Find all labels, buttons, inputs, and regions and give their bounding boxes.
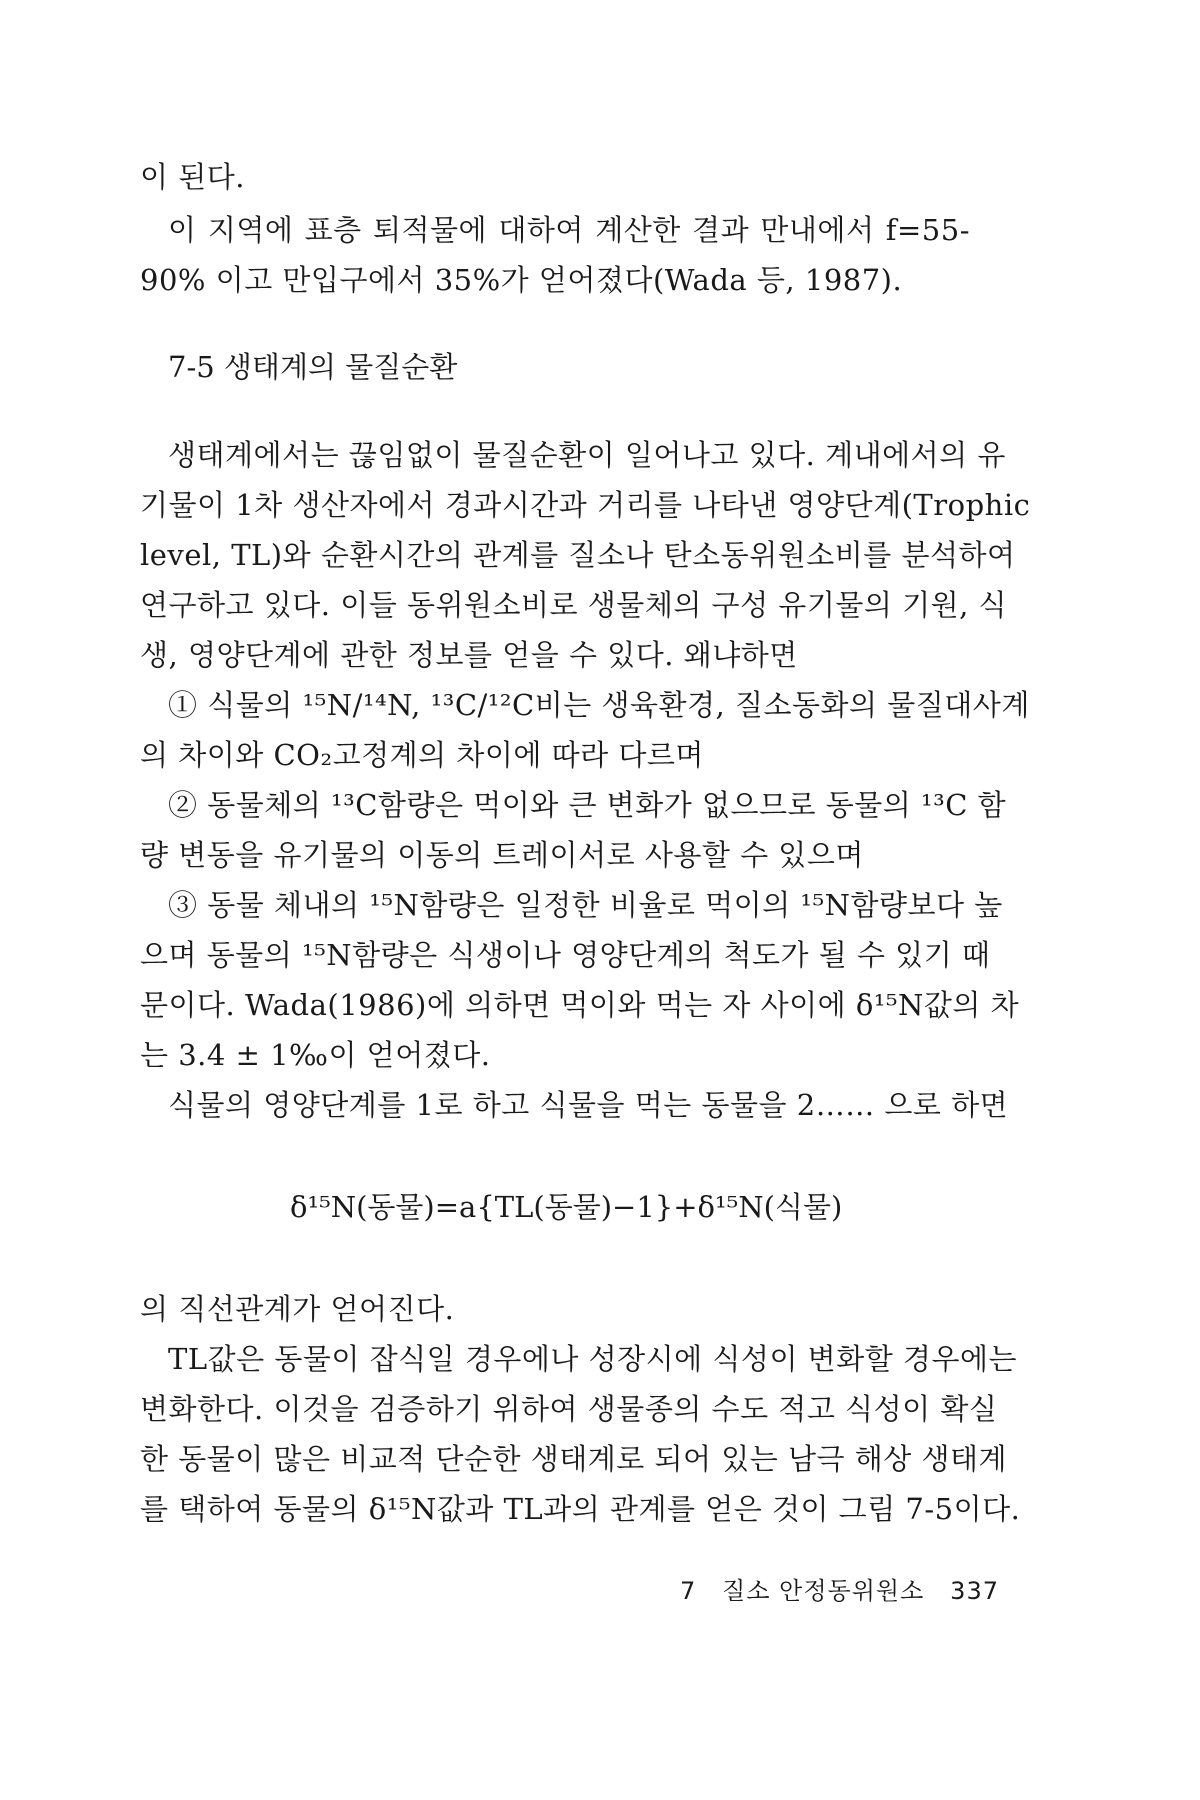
after-equation-line-4: 한 동물이 많은 비교적 단순한 생태계로 되어 있는 남극 해상 생태계 (140, 1442, 1008, 1476)
after-equation-line-5: 를 택하여 동물의 δ¹⁵N값과 TL과의 관계를 얻은 것이 그림 7-5이다. (140, 1492, 1021, 1526)
page-number: 337 (950, 1577, 999, 1605)
section-line-3: level, TL)와 순환시간의 관계를 질소나 탄소동위원소비를 분석하여 (140, 538, 1016, 572)
section-line-2: 기물이 1차 생산자에서 경과시간과 거리를 나타낸 영양단계(Trophic (140, 488, 1031, 522)
footer-chapter-number: 7 (680, 1577, 697, 1605)
body-line-3: 90% 이고 만입구에서 35%가 얻어졌다(Wada 등, 1987). (140, 263, 903, 297)
after-equation-line-2: TL값은 동물이 잡식일 경우에나 성장시에 식성이 변화할 경우에는 (168, 1342, 1017, 1376)
section-line-final: 식물의 영양단계를 1로 하고 식물을 먹는 동물을 2…… 으로 하면 (168, 1088, 1009, 1122)
list-item-1-line-1: ① 식물의 ¹⁵N/¹⁴N, ¹³C/¹²C비는 생육환경, 질소동화의 물질대사계 (168, 688, 1030, 722)
body-line-2: 이 지역에 표층 퇴적물에 대하여 계산한 결과 만내에서 f=55- (168, 213, 970, 247)
footer-chapter-title: 질소 안정동위원소 (722, 1577, 925, 1605)
list-item-2-line-2: 량 변동을 유기물의 이동의 트레이서로 사용할 수 있으며 (140, 838, 864, 872)
after-equation-line-3: 변화한다. 이것을 검증하기 위하여 생물종의 수도 적고 식성이 확실 (140, 1392, 998, 1426)
after-equation-line-1: 의 직선관계가 얻어진다. (140, 1292, 455, 1326)
page-footer (680, 1576, 999, 1606)
equation: δ¹⁵N(동물)=a{TL(동물)−1}+δ¹⁵N(식물) (290, 1190, 843, 1224)
list-item-3-line-1: ③ 동물 체내의 ¹⁵N함량은 일정한 비율로 먹이의 ¹⁵N함량보다 높 (168, 888, 1003, 922)
list-item-3-line-3: 문이다. Wada(1986)에 의하면 먹이와 먹는 자 사이에 δ¹⁵N값의 차 (140, 988, 1020, 1022)
list-item-3-line-2: 으며 동물의 ¹⁵N함량은 식생이나 영양단계의 척도가 될 수 있기 때 (140, 938, 991, 972)
list-item-1-line-2: 의 차이와 CO₂고정계의 차이에 따라 다르며 (140, 738, 704, 772)
document-page (140, 0, 1031, 1800)
list-item-2-line-1: ② 동물체의 ¹³C함량은 먹이와 큰 변화가 없으므로 동물의 ¹³C 함 (168, 788, 1007, 822)
list-item-3-line-4: 는 3.4 ± 1‰이 얻어졌다. (140, 1038, 491, 1072)
section-line-5: 생, 영양단계에 관한 정보를 얻을 수 있다. 왜냐하면 (140, 638, 798, 672)
section-line-1: 생태계에서는 끊임없이 물질순환이 일어나고 있다. 계내에서의 유 (168, 438, 1006, 472)
body-line-1: 이 된다. (140, 160, 245, 194)
section-heading: 7-5 생태계의 물질순환 (168, 350, 458, 384)
section-line-4: 연구하고 있다. 이들 동위원소비로 생물체의 구성 유기물의 기원, 식 (140, 588, 1008, 622)
